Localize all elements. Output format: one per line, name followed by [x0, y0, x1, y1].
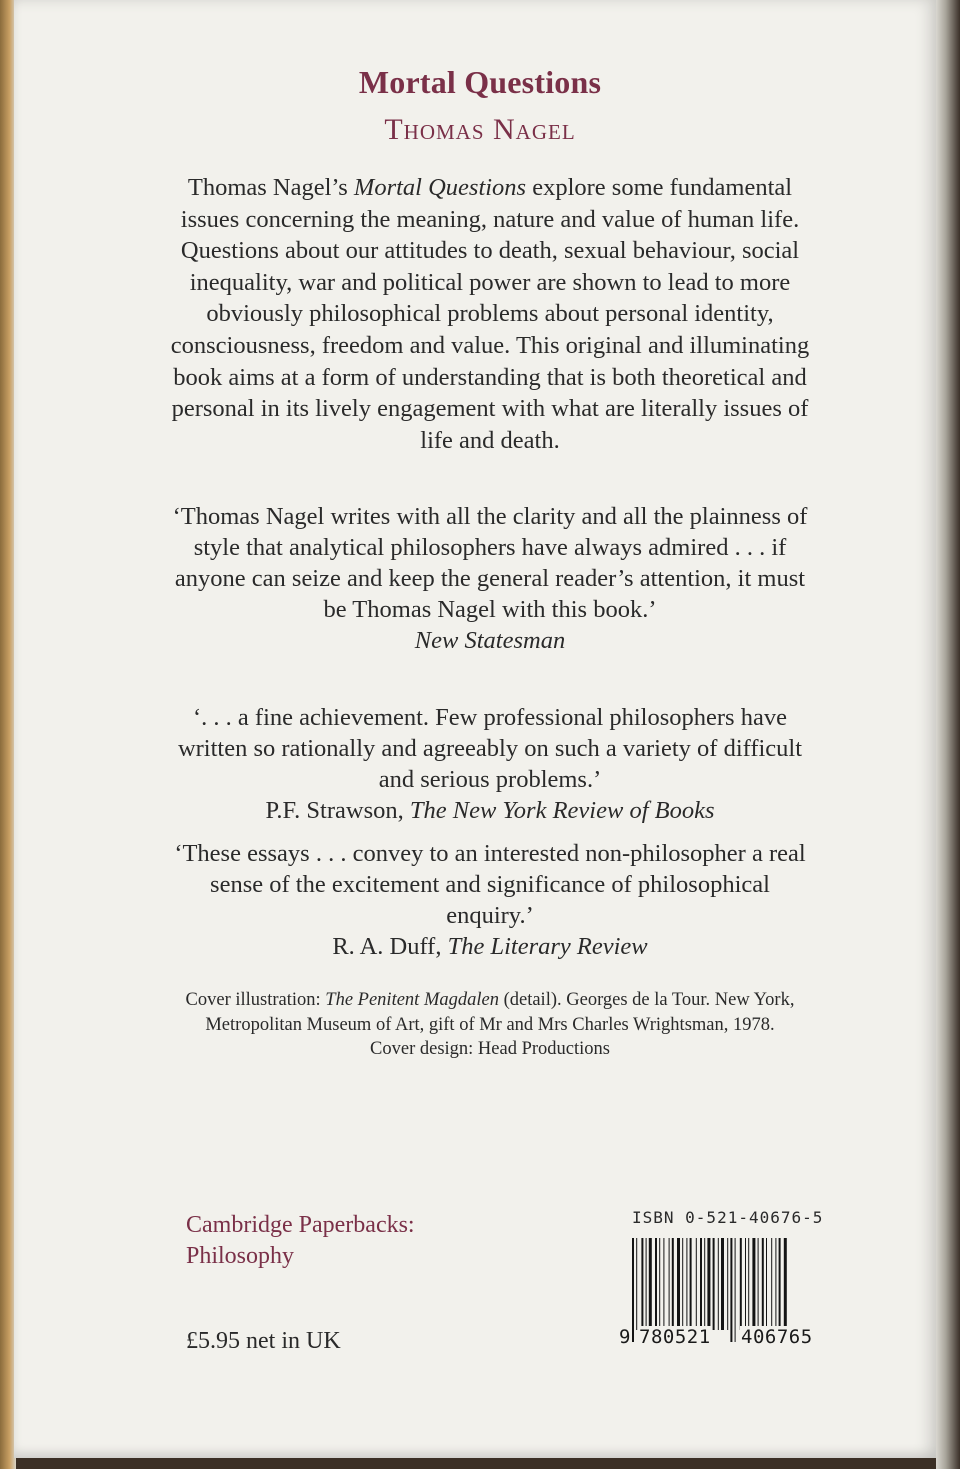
barcode: [618, 1238, 846, 1350]
barcode-bar: [659, 1238, 660, 1330]
barcode-digit-group: 406765: [741, 1326, 813, 1348]
book-description: [170, 172, 810, 456]
barcode-digit-group: 780521: [639, 1326, 711, 1348]
review-attribution: [170, 931, 810, 962]
cover-design-credit: Cover design: Head Productions: [370, 1039, 610, 1059]
cover-right-edge: [936, 0, 960, 1469]
review-source: The New York Review of Books: [409, 797, 715, 824]
series-name: [186, 1210, 415, 1272]
review-attribution: [170, 625, 810, 656]
review-text: ‘Thomas Nagel writes with all the clarity and all the plainness of style that analytical philosophers have always admired . . . if anyone can seize and keep the general reader’s attention, it must be Thomas Nagel with this book.’: [172, 503, 808, 623]
series-line-2: Philosophy: [186, 1243, 295, 1269]
price-label: £5.95 net in UK: [186, 1328, 341, 1354]
barcode-bar: [735, 1238, 736, 1342]
review-quote: [170, 702, 810, 826]
barcode-bar: [704, 1238, 705, 1330]
barcode-bar: [682, 1238, 683, 1330]
barcode-bar: [730, 1238, 732, 1342]
cover-credits: [170, 988, 810, 1062]
barcode-bar: [721, 1238, 724, 1330]
barcode-bar: [636, 1238, 637, 1330]
review-reviewer: R. A. Duff,: [332, 933, 448, 960]
review-reviewer: P.F. Strawson,: [265, 797, 410, 824]
series-line-1: Cambridge Paperbacks:: [186, 1212, 415, 1238]
barcode-bar: [672, 1238, 674, 1330]
review-source: The Literary Review: [447, 933, 648, 960]
illustration-prefix: Cover illustration:: [185, 990, 326, 1010]
barcode-bar: [700, 1238, 702, 1330]
barcode-bar: [649, 1238, 652, 1330]
barcode-bar: [727, 1238, 728, 1330]
barcode-bar: [745, 1238, 746, 1330]
isbn-label: ISBN 0-521-40676-5: [632, 1208, 824, 1227]
barcode-bar: [690, 1238, 692, 1330]
review-text: ‘. . . a fine achievement. Few professional philosophers have written so rationally and agreeably on such a variety of difficult and serious problems.’: [177, 704, 803, 793]
review-attribution: [170, 795, 810, 826]
blurb-body: explore some fundamental issues concerning the meaning, nature and value of human life. Questions about our attitudes to death, sexual behaviour, social inequality, war and political power are shown to lead to more obviously philosophical problems about personal identity, consciousness, freedom and value. This original and illuminating book aims at a form of understanding that is both theoretical and personal in its lively engagement with what are literally issues of life and death.: [170, 174, 810, 454]
barcode-bar: [686, 1238, 687, 1330]
book-author: Thomas Nagel: [384, 113, 576, 146]
barcode-bar: [677, 1238, 680, 1330]
barcode-bar: [632, 1238, 634, 1342]
barcode-bar: [758, 1238, 759, 1330]
review-text: ‘These essays . . . convey to an interested non-philosopher a real sense of the excitement and significance of philosophical enquiry.’: [174, 840, 806, 929]
illustration-title: The Penitent Magdalen: [325, 990, 499, 1010]
barcode-bar: [752, 1238, 755, 1330]
blurb-lead: Thomas Nagel’s: [187, 174, 354, 201]
barcode-bar: [669, 1238, 670, 1330]
barcode-bar: [779, 1238, 781, 1330]
barcode-bar: [641, 1238, 643, 1330]
barcode-bar: [707, 1238, 710, 1330]
barcode-bar: [663, 1238, 664, 1330]
barcode-bar: [748, 1238, 749, 1330]
barcode-bar: [696, 1238, 697, 1330]
barcode-bar: [713, 1238, 715, 1330]
barcode-bar: [766, 1238, 767, 1330]
review-quote: [170, 838, 810, 962]
barcode-digit-group: 9: [619, 1326, 631, 1348]
blurb-lead-title: Mortal Questions: [353, 174, 527, 201]
illustration-details: (detail). Georges de la Tour. New York, Metropolitan Museum of Art, gift of Mr and Mrs Charles Wrightsman, 1978.: [205, 990, 795, 1035]
review-source: New Statesman: [414, 627, 566, 654]
barcode-bar: [646, 1238, 647, 1330]
barcode-bar: [771, 1238, 772, 1330]
barcode-bar: [775, 1238, 776, 1330]
barcode-bar: [784, 1238, 787, 1330]
barcode-bar: [718, 1238, 719, 1330]
barcode-bar: [655, 1238, 657, 1330]
review-quote: [170, 501, 810, 656]
barcode-bar: [762, 1238, 764, 1330]
barcode-bar: [740, 1238, 742, 1330]
book-title: Mortal Questions: [358, 64, 602, 100]
